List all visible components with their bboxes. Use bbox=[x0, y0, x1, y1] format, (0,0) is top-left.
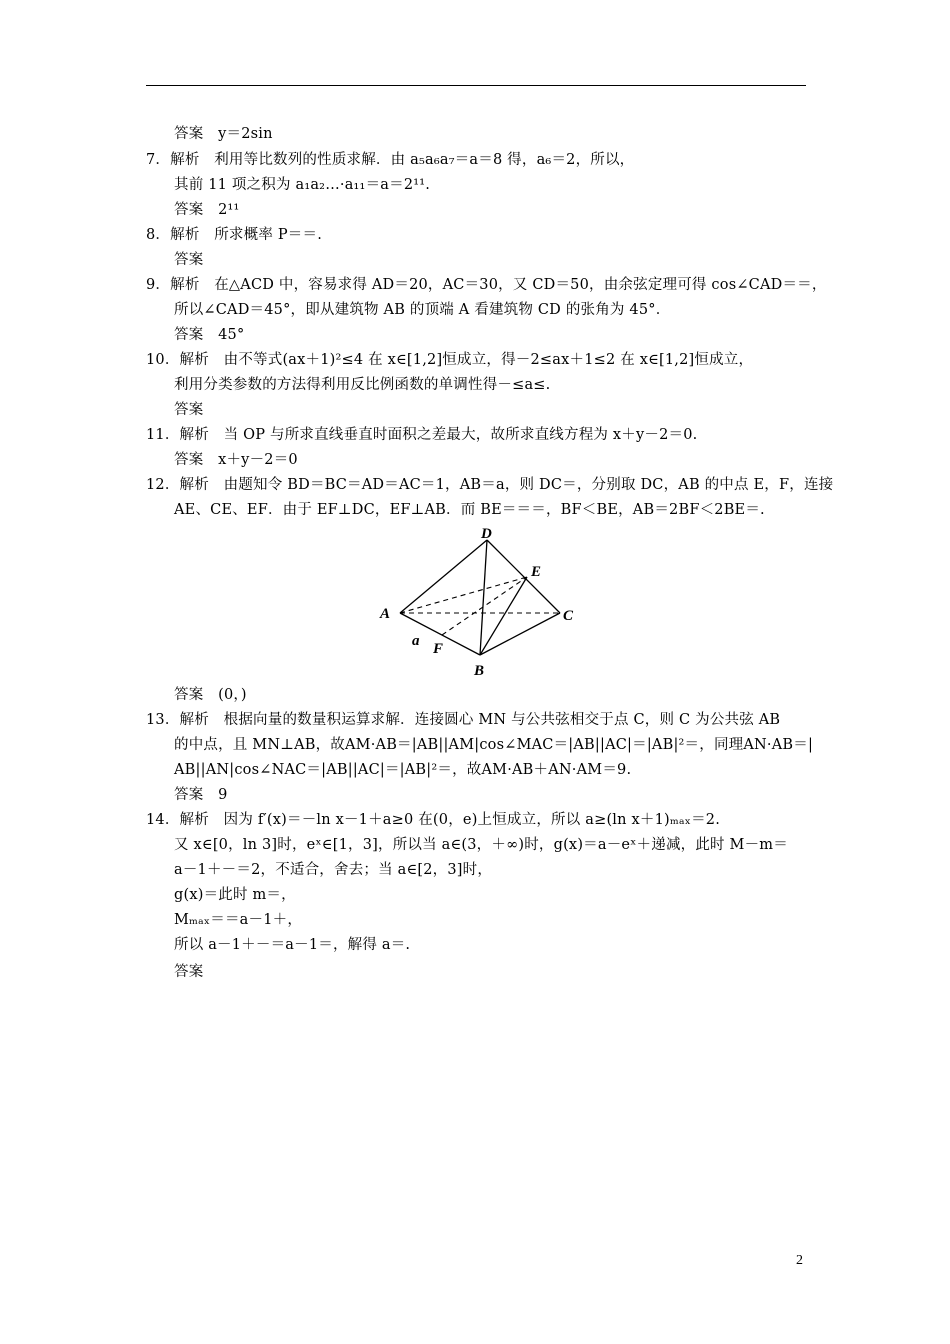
text-line: 又 x∈[0，ln 3]时，eˣ∈[1，3]，所以当 a∈(3，＋∞)时，g(x)＝a－eˣ＋递减，此时 M－m＝ bbox=[174, 837, 788, 853]
text-line: 答案 x＋y－2＝0 bbox=[174, 452, 298, 468]
text-line: 12．解析 由题知令 BD＝BC＝AD＝AC＝1，AB＝a，则 DC＝，分别取 DC，AB 的中点 E，F，连接 bbox=[146, 477, 834, 493]
tetrahedron-figure bbox=[370, 525, 590, 680]
text-line: 答案 bbox=[174, 964, 204, 980]
edge-DB bbox=[480, 540, 487, 655]
text-line: 8．解析 所求概率 P＝＝. bbox=[146, 227, 322, 243]
text-line: 利用分类参数的方法得利用反比例函数的单调性得－≤a≤. bbox=[174, 377, 551, 393]
text-line: 10．解析 由不等式(ax＋1)²≤4 在 x∈[1,2]恒成立，得－2≤ax＋1≤2 在 x∈[1,2]恒成立， bbox=[146, 352, 754, 368]
text-line: 所以 a－1＋－＝a－1＝，解得 a＝. bbox=[174, 937, 411, 953]
text-line: 11．解析 当 OP 与所求直线垂直时面积之差最大，故所求直线方程为 x＋y－2＝0. bbox=[146, 427, 698, 443]
text-line: 13．解析 根据向量的数量积运算求解．连接圆心 MN 与公共弦相交于点 C，则 C 为公共弦 AB bbox=[146, 712, 781, 728]
text-line: AB||AN|cos∠NAC＝|AB||AC|＝|AB|²＝，故AM·AB＋AN·AM＝9. bbox=[174, 762, 632, 778]
edge-DC bbox=[487, 540, 560, 613]
label-C: C bbox=[563, 608, 574, 624]
label-E: E bbox=[531, 564, 542, 580]
label-a: a bbox=[412, 633, 420, 649]
text-line: g(x)＝此时 m＝， bbox=[174, 887, 296, 903]
edge-AD bbox=[400, 540, 487, 613]
text-line: a－1＋－＝2，不适合，舍去；当 a∈[2，3]时， bbox=[174, 862, 493, 878]
text-line: 所以∠CAD＝45°，即从建筑物 AB 的顶端 A 看建筑物 CD 的张角为 45°． bbox=[174, 302, 671, 318]
header-rule bbox=[146, 85, 806, 86]
text-line: 答案 (0，) bbox=[174, 687, 247, 703]
text-line: 9．解析 在△ACD 中，容易求得 AD＝20，AC＝30，又 CD＝50，由余弦定理可得 cos∠CAD＝＝， bbox=[146, 277, 827, 293]
text-line: 答案 y＝2sin bbox=[174, 126, 273, 142]
text-line: 其前 11 项之积为 a₁a₂…·a₁₁＝a＝2¹¹. bbox=[174, 177, 431, 193]
text-line: Mₘₐₓ＝＝a－1＋， bbox=[174, 912, 303, 928]
text-line: 14．解析 因为 f′(x)＝－ln x－1＋a≥0 在(0，e)上恒成立，所以 a≥(ln x＋1)ₘₐₓ＝2. bbox=[146, 812, 721, 828]
label-F: F bbox=[433, 641, 444, 657]
text-line: 答案 bbox=[174, 252, 204, 268]
text-line: 答案 bbox=[174, 402, 204, 418]
text-line: 答案 45° bbox=[174, 327, 245, 343]
text-line: AE、CE、EF．由于 EF⊥DC，EF⊥AB．而 BE＝＝＝，BF＜BE，AB＝2BF＜2BE＝. bbox=[174, 502, 765, 518]
text-line: 答案 2¹¹ bbox=[174, 202, 240, 218]
label-B: B bbox=[474, 663, 485, 679]
label-D: D bbox=[481, 526, 492, 542]
page-number: 2 bbox=[796, 1253, 803, 1268]
text-line: 答案 9 bbox=[174, 787, 228, 803]
text-line: 7．解析 利用等比数列的性质求解．由 a₅a₆a₇＝a＝8 得，a₆＝2，所以， bbox=[146, 152, 635, 168]
label-A: A bbox=[380, 606, 391, 622]
text-line: 的中点，且 MN⊥AB，故AM·AB＝|AB||AM|cos∠MAC＝|AB||AC|＝|AB|²＝，同理AN·AB＝| bbox=[174, 737, 814, 753]
